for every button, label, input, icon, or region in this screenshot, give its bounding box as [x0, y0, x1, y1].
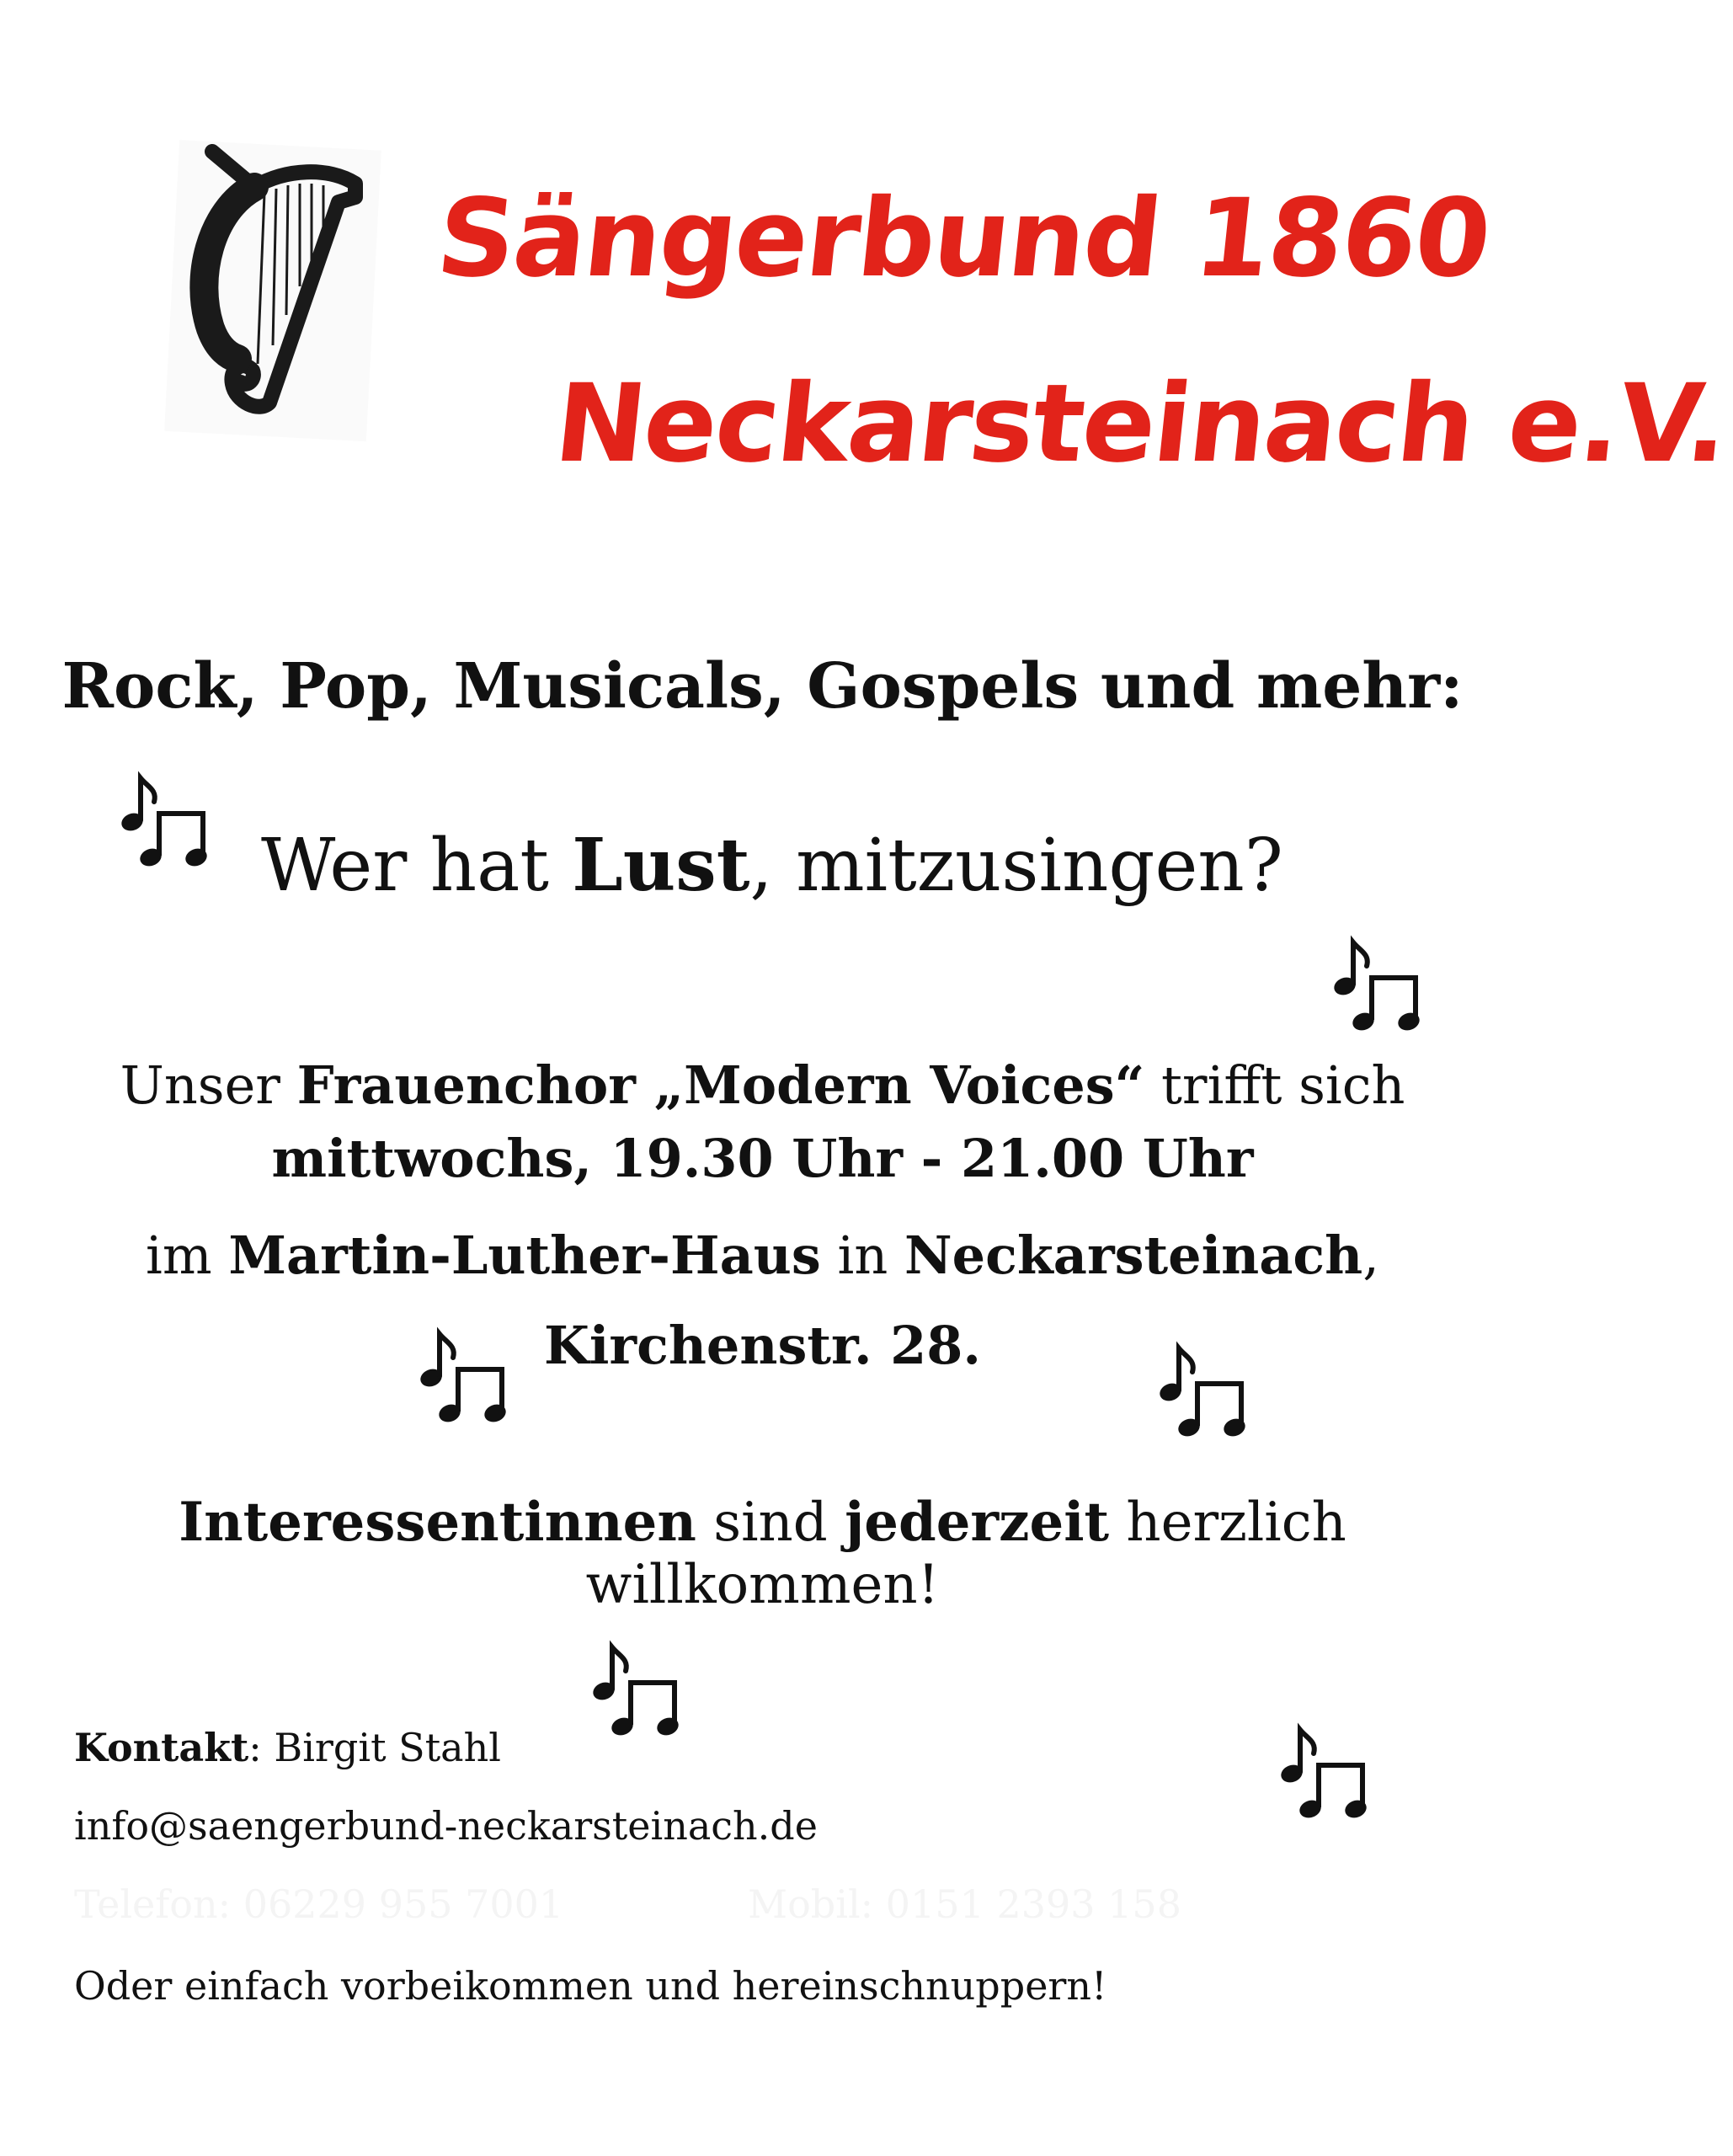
choir-line: [0, 1054, 1525, 1116]
venue-comma: ,: [1362, 1225, 1379, 1286]
contact-email[interactable]: info@saengerbund-neckarsteinach.de: [74, 1803, 818, 1849]
welcome-emphasis: jederzeit: [845, 1491, 1110, 1554]
contact-phone: Telefon: 06229 955 7001: [74, 1881, 564, 1927]
music-notes-icon: [585, 1642, 678, 1743]
venue-name: Martin-Luther-Haus: [228, 1225, 821, 1286]
music-notes-icon: [1273, 1725, 1366, 1826]
question-text-end: , mitzusingen?: [749, 824, 1283, 908]
contact-phones: [74, 1881, 1181, 1927]
welcome-line: [0, 1491, 1525, 1616]
contact-sep: :: [248, 1725, 275, 1770]
question-text: Wer hat: [261, 824, 573, 908]
address-street: Kirchenstr. 28: [543, 1315, 963, 1376]
question-emphasis: Lust: [572, 823, 750, 908]
choir-name: Frauenchor „Modern Voices“: [296, 1054, 1145, 1116]
choir-text-end: trifft sich: [1144, 1054, 1405, 1116]
welcome-text-end: herzlich willkommen!: [585, 1492, 1346, 1616]
venue-line: [0, 1225, 1525, 1286]
venue-text: im: [146, 1225, 229, 1286]
club-title-line1: Sängerbund 1860: [431, 176, 1496, 302]
contact-name: Birgit Stahl: [274, 1725, 501, 1770]
music-notes-icon: [1326, 937, 1419, 1038]
genres-headline: Rock, Pop, Musicals, Gospels und mehr:: [61, 650, 1464, 723]
contact-line: [74, 1725, 501, 1770]
rehearsal-time: mittwochs, 19.30 Uhr - 21.00 Uhr: [271, 1128, 1254, 1189]
invitation-question: [261, 823, 1283, 908]
venue-text-mid: in: [820, 1225, 904, 1286]
music-notes-icon: [114, 773, 206, 874]
welcome-subject: Interessentinnen: [179, 1491, 696, 1554]
music-notes-icon: [1152, 1343, 1245, 1444]
club-title-line2: Neckarsteinach e.V.: [549, 361, 1733, 487]
outro-line: Oder einfach vorbeikommen und hereinschnuppern!: [74, 1963, 1107, 2009]
contact-label: Kontakt: [74, 1725, 249, 1770]
harp-icon: [160, 135, 379, 446]
music-notes-icon: [413, 1329, 505, 1430]
contact-mobile: Mobil: 0151 2393 158: [748, 1881, 1181, 1927]
address-line: [0, 1315, 1525, 1376]
venue-town: Neckarsteinach: [904, 1225, 1363, 1286]
choir-text: Unser: [120, 1054, 297, 1116]
address-dot: .: [962, 1315, 982, 1376]
welcome-text: sind: [696, 1492, 845, 1554]
